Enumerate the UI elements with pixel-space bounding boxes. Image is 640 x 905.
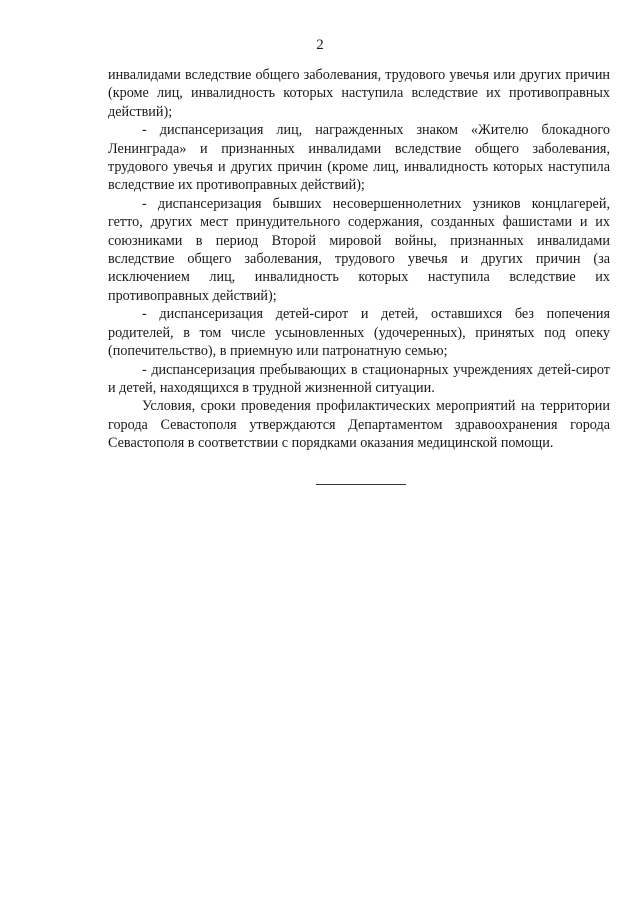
page-number: 2 bbox=[316, 37, 324, 53]
paragraph-orphans-guardianship: - диспансеризация детей-сирот и детей, оставшихся без попечения родителей, в том числе усыновленных (удочеренных), принятых под опеку (попечительство), в приемную или патронатную семью; bbox=[108, 306, 610, 360]
document-body bbox=[108, 66, 610, 453]
paragraph-conditions: Условия, сроки проведения профилактических мероприятий на территории города Севастополя утверждаются Департаментом здравоохранения города Севастополя в соответствии с порядками оказания медицинской помощи. bbox=[108, 398, 610, 452]
paragraph-orphans-institutions: - диспансеризация пребывающих в стационарных учреждениях детей-сирот и детей, находящихся в трудной жизненной ситуации. bbox=[108, 361, 610, 396]
end-divider-line bbox=[316, 484, 406, 485]
paragraph-continuation: инвалидами вследствие общего заболевания, трудового увечья или других причин (кроме лиц, инвалидность которых наступила вследствие их противоправных действий); bbox=[108, 67, 610, 120]
paragraph-blockade-leningrad: - диспансеризация лиц, награжденных знаком «Жителю блокадного Ленинграда» и признанных инвалидами вследствие общего заболевания, трудового увечья и других причин (кроме лиц, инвалидность которых наступила вследствие их противоправных действий); bbox=[108, 122, 610, 194]
paragraph-former-prisoners: - диспансеризация бывших несовершеннолетних узников концлагерей, гетто, других мест принудительного содержания, созданных фашистами и их союзниками в период Второй мировой войны, признанных инвалидами вследствие общего заболевания, трудового увечья и других причин (за исключением лиц, инвалидность которых наступила вследствие их противоправных действий); bbox=[108, 195, 610, 304]
